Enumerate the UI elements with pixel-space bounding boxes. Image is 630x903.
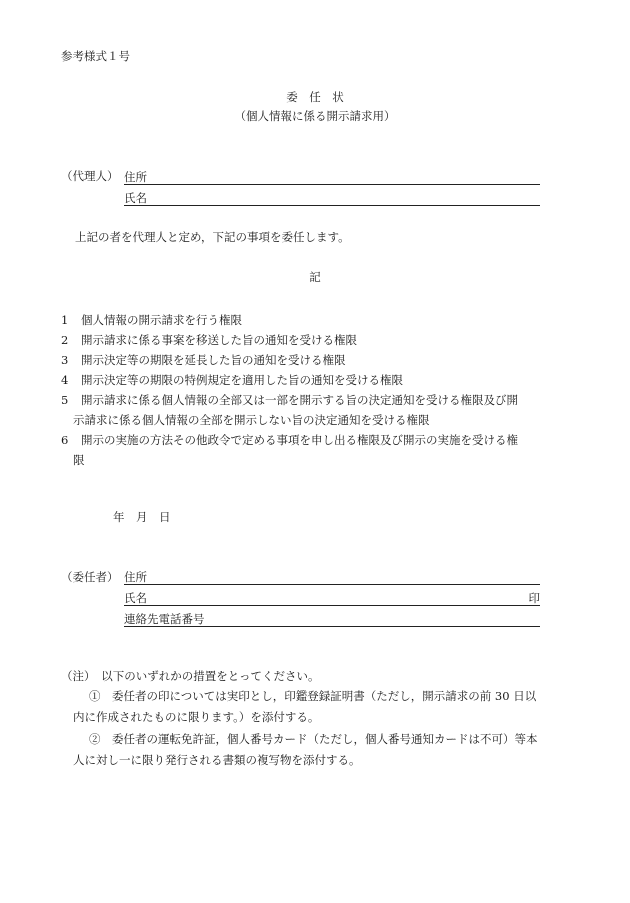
item-number: 3 <box>61 353 69 367</box>
ki-heading: 記 <box>309 270 321 284</box>
agent-name-field[interactable] <box>124 189 540 206</box>
agent-name-label: 氏名 <box>124 191 147 205</box>
item-number: 6 <box>61 433 69 447</box>
note-item-1 <box>61 686 555 728</box>
agent-address-label: 住所 <box>124 170 147 184</box>
note-item-2-line1: ② 委任者の運転免許証，個人番号カード（ただし，個人番号通知カードは不可）等本 <box>89 732 538 746</box>
item-number: 4 <box>61 373 69 387</box>
form-number: 参考様式１号 <box>61 49 130 63</box>
principal-phone-field[interactable] <box>124 610 540 627</box>
principal-address-label: 住所 <box>124 570 147 584</box>
item-text: 開示請求に係る事案を移送した旨の通知を受ける権限 <box>81 333 357 347</box>
item-number: 1 <box>61 313 69 327</box>
document-subtitle: （個人情報に係る開示請求用） <box>234 109 396 123</box>
delegation-statement: 上記の者を代理人と定め，下記の事項を委任します。 <box>75 230 350 244</box>
item-text-line2: 示請求に係る個人情報の全部を開示しない旨の決定通知を受ける権限 <box>73 413 430 427</box>
principal-name-field[interactable] <box>124 589 540 606</box>
list-item <box>61 390 557 430</box>
principal-address-field[interactable] <box>124 568 540 585</box>
seal-mark: 印 <box>528 591 540 605</box>
item-text: 開示決定等の期限の特例規定を適用した旨の通知を受ける権限 <box>81 373 403 387</box>
list-item <box>61 430 557 470</box>
item-number: 2 <box>61 333 69 347</box>
note-item-2-line2: 人に対し一に限り発行される書類の複写物を添付する。 <box>73 753 361 767</box>
item-text-line1: 開示請求に係る個人情報の全部又は一部を開示する旨の決定通知を受ける権限及び開 <box>81 393 518 407</box>
item-text-line1: 開示の実施の方法その他政令で定める事項を申し出る権限及び開示の実施を受ける権 <box>81 433 518 447</box>
principal-name-label: 氏名 <box>124 591 147 605</box>
item-text: 個人情報の開示請求を行う権限 <box>81 313 242 327</box>
item-text: 開示決定等の期限を延長した旨の通知を受ける権限 <box>81 353 346 367</box>
delegated-items-list <box>61 310 557 470</box>
agent-address-field[interactable] <box>124 168 540 185</box>
item-text-line2: 限 <box>73 453 85 467</box>
document-title: 委 任 状 <box>286 90 344 104</box>
note-item-1-line2: 内に作成されたものに限ります。）を添付する。 <box>73 710 320 724</box>
list-item <box>61 370 557 390</box>
principal-phone-label: 連絡先電話番号 <box>124 612 205 626</box>
note-item-2 <box>61 729 555 771</box>
note-item-1-line1: ① 委任者の印については実印とし，印鑑登録証明書（ただし，開示請求の前 30 日以 <box>89 689 537 703</box>
list-item <box>61 350 557 370</box>
note-heading: （注） 以下のいずれかの措置をとってください。 <box>61 669 320 683</box>
list-item <box>61 330 557 350</box>
list-item <box>61 310 557 330</box>
item-number: 5 <box>61 393 69 407</box>
principal-label: （委任者） <box>61 570 119 584</box>
date-line: 年 月 日 <box>113 510 171 524</box>
agent-label: （代理人） <box>61 169 119 183</box>
